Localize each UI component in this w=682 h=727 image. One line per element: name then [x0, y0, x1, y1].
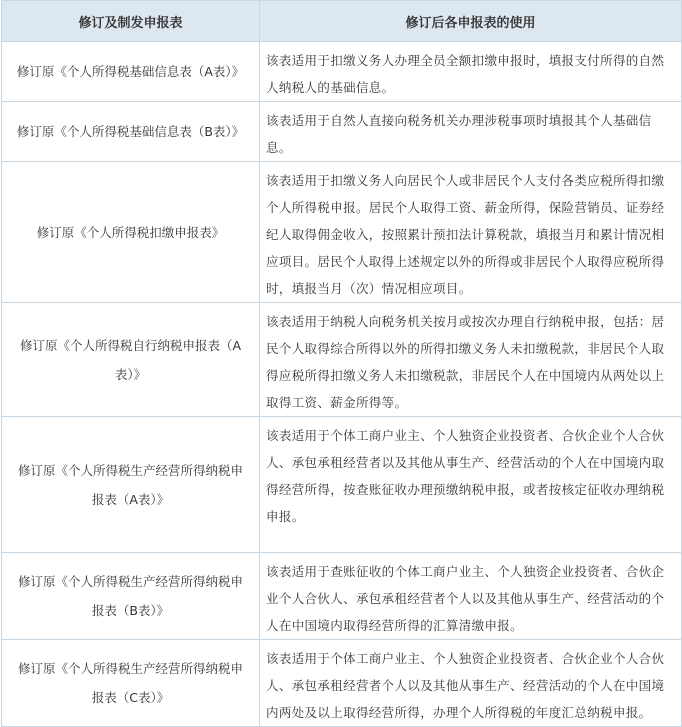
- table-row: [2, 102, 682, 162]
- header-usage: 修订后各申报表的使用: [260, 1, 682, 42]
- table-row: [2, 640, 682, 727]
- form-usage-cell: 该表适用于扣缴义务人向居民个人或非居民个人支付各类应税所得扣缴个人所得税申报。居民个人取得工资、薪金所得，保险营销员、证券经纪人取得佣金收入，按照累计预扣法计算税款，填报当月和累计情况相应项目。居民个人取得上述规定以外的所得或非居民个人取得应税所得时，填报当月（次）情况相应项目。: [260, 162, 682, 303]
- table-row: [2, 303, 682, 417]
- form-name-cell: 修订原《个人所得税扣缴申报表》: [2, 162, 260, 303]
- table-row: [2, 417, 682, 553]
- form-name-cell: 修订原《个人所得税自行纳税申报表（A表）》: [2, 303, 260, 417]
- form-usage-cell: 该表适用于个体工商户业主、个人独资企业投资者、合伙企业个人合伙人、承包承租经营者个人以及其他从事生产、经营活动的个人在中国境内两处及以上取得经营所得，办理个人所得税的年度汇总纳税申报。: [260, 640, 682, 727]
- form-usage-cell: 该表适用于纳税人向税务机关按月或按次办理自行纳税申报，包括：居民个人取得综合所得以外的所得扣缴义务人未扣缴税款，非居民个人取得应税所得扣缴义务人未扣缴税款，非居民个人在中国境内从两处以上取得工资、薪金所得等。: [260, 303, 682, 417]
- form-name-cell: 修订原《个人所得税生产经营所得纳税申报表（B表）》: [2, 553, 260, 640]
- tax-forms-table: [1, 0, 682, 727]
- form-usage-cell: 该表适用于扣缴义务人办理全员全额扣缴申报时，填报支付所得的自然人纳税人的基础信息。: [260, 42, 682, 102]
- form-name-cell: 修订原《个人所得税生产经营所得纳税申报表（A表）》: [2, 417, 260, 553]
- table-row: [2, 162, 682, 303]
- form-usage-cell: 该表适用于个体工商户业主、个人独资企业投资者、合伙企业个人合伙人、承包承租经营者以及其他从事生产、经营活动的个人在中国境内取得经营所得，按查账征收办理预缴纳税申报，或者按核定征收办理纳税申报。: [260, 417, 682, 553]
- table-row: [2, 42, 682, 102]
- form-name-cell: 修订原《个人所得税生产经营所得纳税申报表（C表）》: [2, 640, 260, 727]
- form-name-cell: 修订原《个人所得税基础信息表（A表）》: [2, 42, 260, 102]
- form-name-cell: 修订原《个人所得税基础信息表（B表）》: [2, 102, 260, 162]
- form-usage-cell: 该表适用于自然人直接向税务机关办理涉税事项时填报其个人基础信息。: [260, 102, 682, 162]
- table-header-row: [2, 1, 682, 42]
- form-usage-cell: 该表适用于查账征收的个体工商户业主、个人独资企业投资者、合伙企业个人合伙人、承包承租经营者个人以及其他从事生产、经营活动的个人在中国境内取得经营所得的汇算清缴申报。: [260, 553, 682, 640]
- table-row: [2, 553, 682, 640]
- header-forms: 修订及制发申报表: [2, 1, 260, 42]
